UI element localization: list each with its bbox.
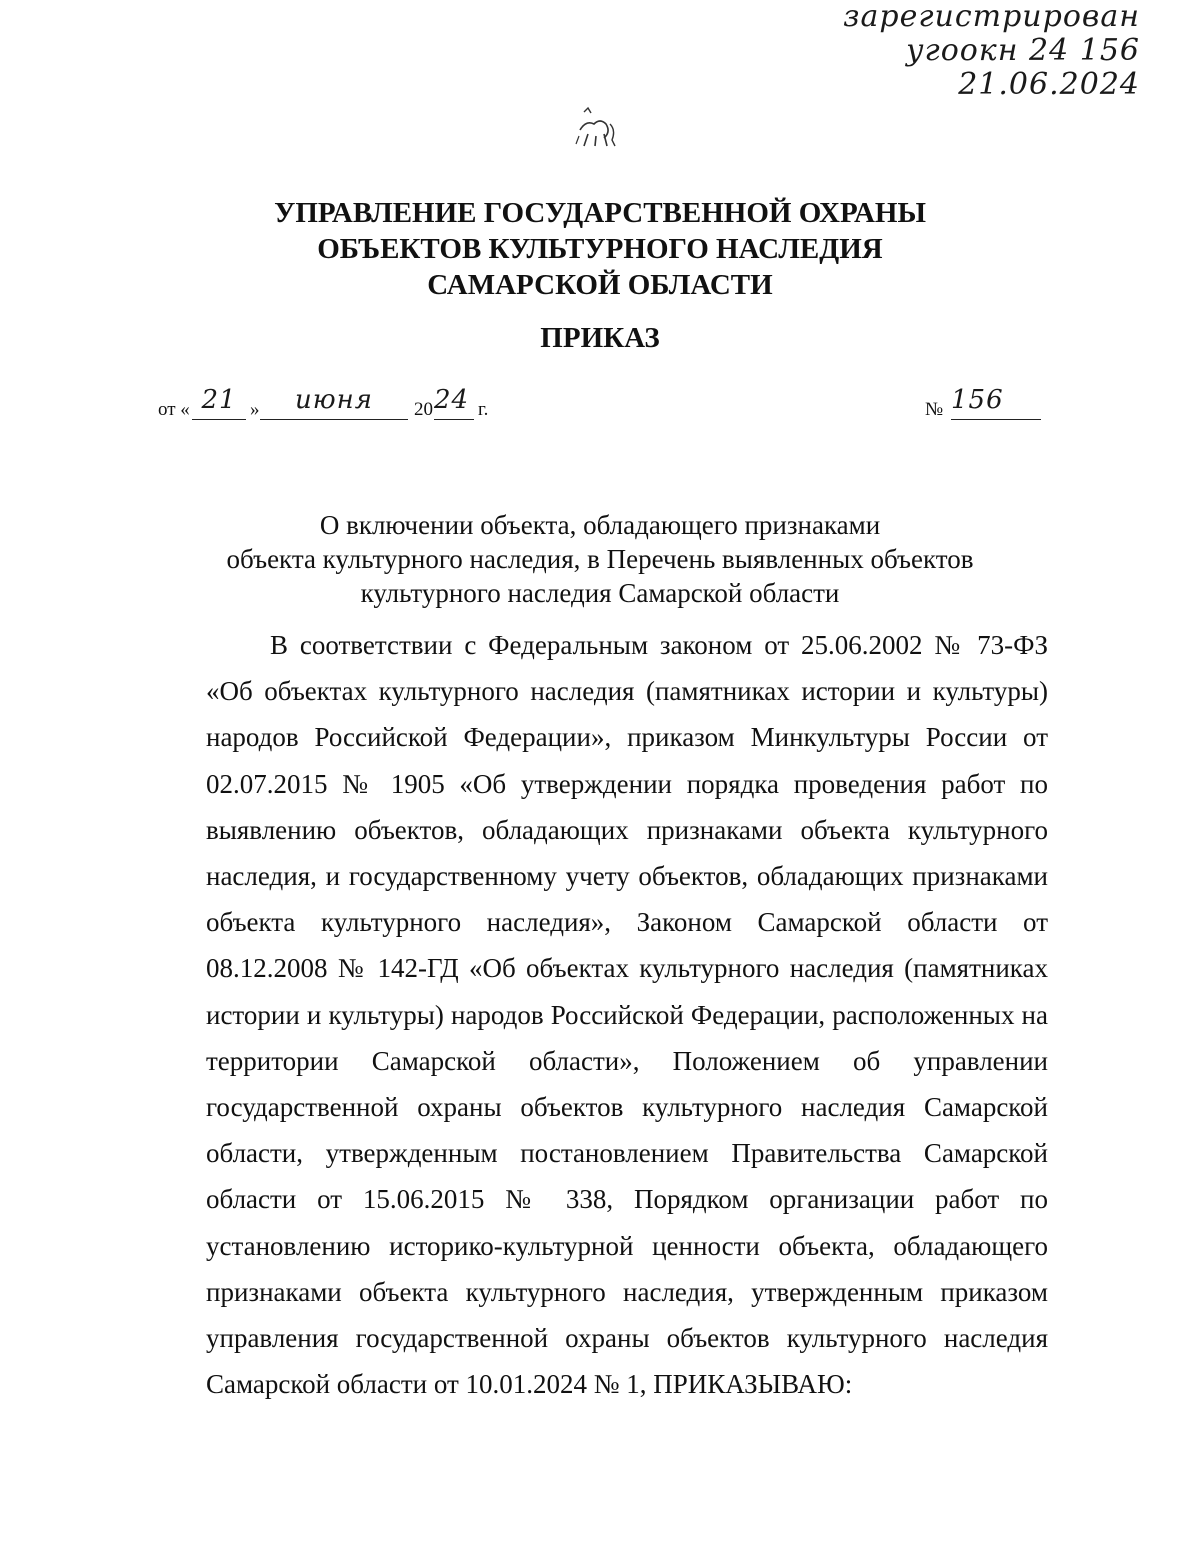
number-value: 156 <box>951 385 1041 420</box>
order-date <box>158 385 518 425</box>
subject-line-3: культурного наследия Самарской области <box>360 578 840 608</box>
organization-header <box>200 195 1000 303</box>
date-year-mark: г. <box>478 399 489 420</box>
header-line-3: САМАРСКОЙ ОБЛАСТИ <box>427 269 773 301</box>
date-year-suffix: 24 <box>434 385 474 420</box>
order-subject <box>200 508 1000 610</box>
order-body-paragraph: В соответствии с Федеральным законом от 25.06.2002 № 73-ФЗ «Об объектах культурного наследия (памятниках истории и культуры) народов Российской Федерации», приказом Минкультуры России от 02.07.2015 № 1905 «Об утверждении порядка проведения работ по выявлению объектов, обладающих признаками объекта культурного наследия, и государственному учету объектов, обладающих признаками объекта культурного наследия», Законом Самарской области от 08.12.2008 № 142-ГД «Об объектах культурного наследия (памятниках истории и культуры) народов Российской Федерации, расположенных на территории Самарской области», Положением об управлении государственной охраны объектов культурного наследия Самарской области, утвержденным постановлением Правительства Самарской области от 15.06.2015 № 338, Порядком организации работ по установлению историко-культурной ценности объекта, обладающего признаками объекта культурного наследия, утвержденным приказом управления государственной охраны объектов культурного наследия Самарской области от 10.01.2024 № 1, ПРИКАЗЫВАЮ: <box>206 630 1048 1400</box>
date-day: 21 <box>192 385 246 420</box>
header-line-1: УПРАВЛЕНИЕ ГОСУДАРСТВЕННОЙ ОХРАНЫ <box>274 197 926 229</box>
registration-line-1: зарегистрирован <box>843 0 1140 34</box>
coat-of-arms-icon <box>570 100 630 160</box>
registration-line-3: 21.06.2024 <box>958 67 1140 102</box>
date-month: июня <box>260 385 408 420</box>
number-label: № <box>925 399 944 420</box>
registration-line-2: угоокн 24 156 <box>906 33 1140 68</box>
subject-line-1: О включении объекта, обладающего признаками <box>319 510 881 540</box>
order-title: ПРИКАЗ <box>540 322 660 354</box>
subject-line-2: объекта культурного наследия, в Перечень выявленных объектов <box>226 544 974 574</box>
date-year-prefix: 20 <box>414 399 433 420</box>
handwritten-registration-note <box>840 0 1140 102</box>
date-prefix: от « <box>158 399 190 420</box>
order-number <box>925 385 1045 425</box>
header-line-2: ОБЪЕКТОВ КУЛЬТУРНОГО НАСЛЕДИЯ <box>317 233 883 265</box>
date-quote-close: » <box>250 399 260 420</box>
